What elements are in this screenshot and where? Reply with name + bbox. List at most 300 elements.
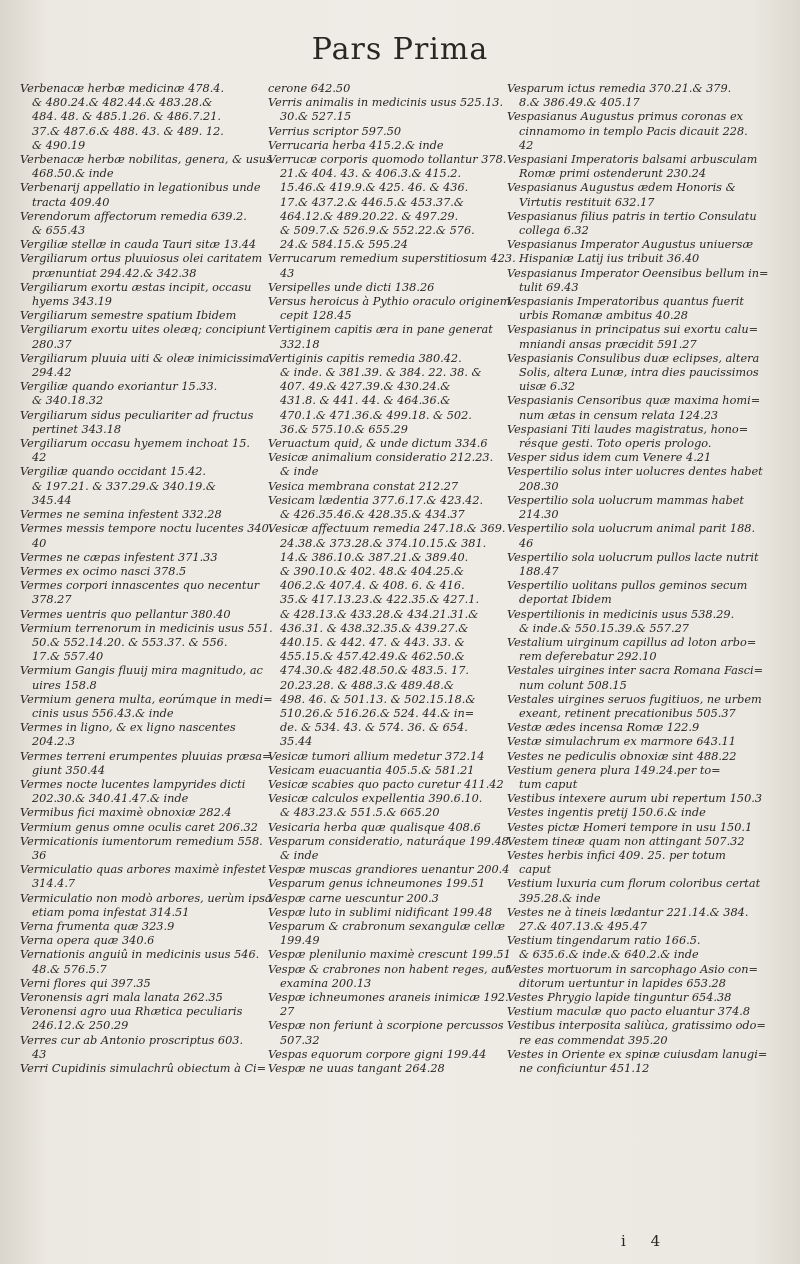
entry-line: Vespæ carne uescuntur 200.3 [268, 891, 439, 905]
entry-line: & 390.10.& 402. 48.& 404.25.& [280, 564, 464, 578]
entry-line: Vergiliarum exortu uites oleæq; concipiunt [20, 323, 266, 337]
entry-line: Vespertilio sola uolucrum animal parit 188. [507, 522, 756, 536]
index-entry [268, 905, 493, 920]
index-entry [268, 323, 493, 351]
index-entry [268, 125, 490, 139]
index-entry [20, 465, 265, 508]
index-entry [20, 579, 265, 607]
entry-line: Vergiliarum sidus peculiariter ad fructus [20, 408, 254, 422]
entry-line: 50.& 552.14.20. & 553.37. & 556. [32, 635, 228, 649]
entry-line: 42 [519, 138, 534, 152]
index-entry [268, 451, 494, 479]
index-entry [507, 451, 765, 465]
entry-line: Vestium luxuria cum florum coloribus certat [507, 877, 761, 891]
index-entry [507, 963, 765, 991]
entry-line: Vestes herbis infici 409. 25. per totum [507, 848, 726, 862]
entry-line: 332.18 [280, 337, 320, 351]
entry-line: Vernationis anguiû in medicinis usus 546. [20, 948, 260, 962]
entry-line: & 655.43 [32, 224, 86, 238]
entry-line: 17.& 557.40 [32, 650, 104, 664]
entry-line: ne conficiuntur 451.12 [519, 1062, 650, 1076]
entry-line: 17.& 437.2.& 446.5.& 453.37.& [280, 195, 464, 209]
entry-line: Verna frumenta quæ 323.9 [20, 919, 175, 933]
entry-line: 21.& 404. 43. & 406.3.& 415.2. [280, 167, 462, 181]
index-entry [20, 323, 265, 351]
entry-line: 407. 49.& 427.39.& 430.24.& [280, 380, 451, 394]
entry-line: Vespæ & crabrones non habent reges, aut [268, 962, 510, 976]
index-entry [268, 792, 490, 820]
entry-line: Romæ primi ostenderunt 230.24 [519, 167, 707, 181]
index-entry [20, 551, 265, 565]
entry-line: Vermicationis iumentorum remedium 558. [20, 834, 263, 848]
entry-line: 510.26.& 516.26.& 524. 44.& in= [280, 706, 475, 720]
entry-line: Vergiliarum semestre spatium Ibidem [20, 309, 237, 323]
index-entry [268, 522, 506, 749]
entry-line: 395.28.& inde [519, 891, 601, 905]
entry-line: 15.46.& 419.9.& 425. 46. & 436. [280, 181, 469, 195]
entry-line: 440.15. & 442. 47. & 443. 33. & [280, 635, 465, 649]
entry-line: 27.& 407.13.& 495.47 [519, 919, 647, 933]
entry-line: Vesicæ animalium consideratio 212.23. [268, 451, 494, 465]
entry-line: Vermes ex ocimo nasci 378.5 [20, 564, 187, 578]
index-entry [507, 266, 769, 295]
entry-line: Vespasianus Augustus ædem Honoris & [507, 181, 736, 195]
entry-line: & 509.7.& 526.9.& 552.22.& 576. [280, 224, 475, 238]
entry-line: Vergiliarum ortus pluuiosus olei caritatem [20, 252, 263, 266]
entry-line: 35.& 417.13.23.& 422.35.& 427.1. [280, 593, 480, 607]
index-entry [20, 891, 272, 920]
entry-line: 498. 46. & 501.13. & 502.15.18.& [280, 692, 476, 706]
entry-line: giunt 350.44 [32, 763, 106, 777]
entry-line: tracta 409.40 [32, 195, 110, 209]
entry-line: 474.30.& 482.48.50.& 483.5. 17. [280, 664, 469, 678]
entry-line: cepit 128.45 [280, 309, 352, 323]
entry-line: 202.30.& 340.41.47.& inde [32, 792, 189, 806]
index-entry [268, 863, 510, 877]
entry-line: 37.& 487.6.& 488. 43. & 489. 12. [32, 124, 224, 138]
index-entry [507, 1019, 765, 1047]
entry-line: Vermium Gangis fluuij mira magnitudo, ac [20, 664, 263, 678]
entry-line: 30.& 527.15 [280, 110, 352, 124]
entry-line: Vermes messis tempore noctu lucentes 340. [20, 522, 273, 536]
entry-line: Vergiliarum occasu hyemem inchoat 15. [20, 437, 251, 451]
entry-line: Vespertilio sola uolucrum pullos lacte nutrit [507, 550, 759, 564]
index-entry [20, 806, 265, 820]
entry-line: Vermes corpori innascentes quo necentur [20, 579, 260, 593]
index-entry [268, 494, 490, 522]
entry-line: Vestes ne pediculis obnoxiæ sint 488.22 [507, 749, 737, 763]
index-entry [507, 494, 765, 522]
index-entry [20, 934, 265, 948]
entry-line: collega 6.32 [519, 224, 589, 238]
entry-line: Vermibus fici maximè obnoxiæ 282.4 [20, 806, 232, 820]
entry-line: Verrucæ corporis quomodo tollantur 378. [268, 153, 507, 167]
entry-line: 507.32 [280, 1033, 320, 1047]
index-entry [507, 877, 765, 905]
index-entry [507, 735, 765, 749]
index-entry [20, 522, 273, 550]
index-entry [20, 409, 265, 437]
entry-line: Vesica membrana constat 212.27 [268, 479, 459, 493]
entry-line: Vespasianus in principatus sui exortu calu= [507, 323, 759, 337]
index-entry [507, 295, 765, 323]
entry-line: prænuntiat 294.42.& 342.38 [32, 266, 197, 280]
index-entry [507, 82, 765, 110]
entry-line: cinis usus 556.43.& inde [32, 706, 174, 720]
index-entry [507, 664, 765, 692]
entry-line: 464.12.& 489.20.22. & 497.29. [280, 209, 459, 223]
entry-line: Verendorum affectorum remedia 639.2. [20, 209, 247, 223]
entry-line: tulit 69.43 [519, 280, 579, 294]
entry-line: 20.23.28. & 488.3.& 489.48.& [280, 678, 454, 692]
entry-line: cerone 642.50 [268, 82, 351, 95]
entry-line: 24.& 584.15.& 595.24 [280, 238, 408, 252]
entry-line: Versus heroicus à Pythio oraculo originem [268, 295, 511, 309]
entry-line: Vestæ simulachrum ex marmore 643.11 [507, 735, 736, 749]
entry-line: 8.& 386.49.& 405.17 [519, 96, 640, 110]
index-entry [507, 792, 765, 806]
entry-line: Vespæ ne uuas tangant 264.28 [268, 1062, 445, 1076]
entry-line: Vestes ingentis pretij 150.6.& inde [507, 806, 706, 820]
entry-line: 455.15.& 457.42.49.& 462.50.& [280, 650, 465, 664]
entry-line: cinnamomo in templo Pacis dicauit 228. [519, 124, 748, 138]
index-entry [20, 508, 265, 522]
entry-line: Vertiginem capitis æra in pane generat [268, 323, 493, 337]
index-entry [507, 693, 765, 721]
entry-line: Vespæ non feriunt à scorpione percussos [268, 1019, 504, 1033]
entry-line: Vesper sidus idem cum Venere 4.21 [507, 451, 712, 465]
index-entry [268, 153, 507, 252]
entry-line: Vesicam euacuantia 405.5.& 581.21 [268, 763, 475, 777]
entry-line: 378.27 [32, 593, 72, 607]
entry-line: Vesicæ calculos expellentia 390.6.10. [268, 792, 483, 806]
entry-line: Vermes ne semina infestent 332.28 [20, 508, 222, 522]
entry-line: 246.12.& 250.29 [32, 1019, 129, 1033]
index-entry [507, 323, 765, 351]
entry-line: Vespertilio solus inter uolucres dentes habet [507, 465, 763, 479]
index-entry [507, 906, 765, 934]
entry-line: & 635.6.& inde.& 640.2.& inde [519, 948, 699, 962]
entry-line: 214.30 [519, 508, 559, 522]
entry-line: Vespæ luto in sublimi nidificant 199.48 [268, 905, 493, 919]
entry-line: 188.47 [519, 564, 559, 578]
index-entry [507, 934, 765, 962]
index-entry [20, 991, 265, 1005]
index-entry [268, 919, 505, 948]
entry-line: Vestibus intexere aurum ubi repertum 150.3 [507, 792, 763, 806]
index-entry [20, 977, 265, 991]
entry-line: Vestes Phrygio lapide tinguntur 654.38 [507, 991, 732, 1004]
index-entry [507, 835, 765, 849]
index-entry [507, 764, 765, 792]
entry-line: Vermes nocte lucentes lampyrides dicti [20, 777, 246, 791]
entry-line: ditorum uertuntur in lapides 653.28 [519, 976, 726, 990]
index-entry [268, 777, 504, 792]
index-entry [20, 252, 265, 280]
entry-line: Vesicæ tumori allium medetur 372.14 [268, 749, 485, 763]
entry-line: & 426.35.46.& 428.35.& 434.37 [280, 508, 465, 522]
entry-line: Veruactum quid, & unde dictum 334.6 [268, 437, 488, 451]
index-entry [507, 522, 765, 550]
entry-line: Vestes mortuorum in sarcophago Asio con= [507, 962, 758, 976]
index-entry [507, 153, 765, 181]
entry-line: Vermiculatio quas arbores maximè infestet [20, 863, 267, 877]
index-entry [507, 991, 765, 1005]
entry-line: Vesparum consideratio, naturáque 199.48. [268, 834, 513, 848]
entry-line: examina 200.13 [280, 976, 372, 990]
entry-line: 280.37 [32, 337, 72, 351]
entry-line: Vespæ plenilunio maximè crescunt 199.51 [268, 948, 511, 962]
entry-line: Vermium genera multa, eorúmque in medi= [20, 692, 273, 706]
entry-line: num colunt 508.15 [519, 678, 627, 692]
entry-line: rem deferebatur 292.10 [519, 650, 657, 664]
index-entry [268, 352, 490, 437]
entry-line: Vesicaria herba quæ qualisque 408.6 [268, 820, 481, 834]
index-entry [20, 692, 273, 721]
entry-line: 204.2.3 [32, 735, 76, 749]
entry-line: 199.49 [280, 934, 320, 948]
entry-line: & 340.18.32 [32, 394, 104, 408]
entry-line: Vestium genera plura 149.24.per to= [507, 763, 721, 777]
entry-line: Vespasianis Censoribus quæ maxima homi= [507, 394, 761, 408]
entry-line: Vesparum & crabronum sexangulæ cellæ [268, 919, 505, 933]
index-entry [507, 394, 765, 422]
entry-line: 36.& 575.10.& 655.29 [280, 422, 408, 436]
entry-line: Vermes terreni erumpentes pluuias præsa= [20, 749, 272, 763]
entry-line: urbis Romanæ ambitus 40.28 [519, 309, 688, 323]
index-column-2 [268, 82, 516, 1076]
entry-line: 468.50.& inde [32, 167, 114, 181]
entry-line: Vestium maculæ quo pacto eluantur 374.8 [507, 1005, 751, 1019]
index-entry [20, 1034, 265, 1062]
entry-line: Vermium terrenorum in medicinis usus 551. [20, 621, 273, 635]
index-entry [20, 1062, 265, 1076]
entry-line: Vespertilionis in medicinis usus 538.29. [507, 607, 735, 621]
index-entry [20, 82, 265, 153]
index-entry [507, 750, 765, 764]
entry-line: Vestalium uirginum capillus ad loton arbo= [507, 635, 757, 649]
entry-line: Veronensi agro uua Rhætica peculiaris [20, 1005, 243, 1019]
entry-line: Vespertilio sola uolucrum mammas habet [507, 493, 744, 507]
entry-line: Verrucaria herba 415.2.& inde [268, 138, 444, 152]
index-entry [268, 281, 490, 295]
entry-line: Vestem tineæ quam non attingant 507.32 [507, 834, 745, 848]
entry-line: Veronensis agri mala lanata 262.35 [20, 991, 223, 1004]
index-entry [268, 139, 490, 153]
index-entry [268, 750, 490, 764]
entry-line: Vermes uentris quo pellantur 380.40 [20, 607, 231, 621]
signature-mark: i 4 [621, 1232, 671, 1250]
entry-line: Vespasianus Imperator Augustus uniuersæ [507, 238, 754, 252]
entry-line: 294.42 [32, 366, 72, 380]
entry-line: 24.38.& 373.28.& 374.10.15.& 381. [280, 536, 487, 550]
entry-line: 40 [32, 536, 47, 550]
entry-line: uires 158.8 [32, 678, 97, 692]
entry-line: Vestes in Oriente ex spinæ cuiusdam lanugi= [507, 1047, 768, 1061]
entry-line: mniandi ansas præcidit 591.27 [519, 337, 697, 351]
entry-line: 43 [280, 266, 295, 280]
entry-line: Vestes pictæ Homeri tempore in usu 150.1 [507, 820, 753, 834]
index-entry [507, 238, 765, 266]
index-entry [268, 991, 509, 1019]
entry-line: Vestes ne à tineis lædantur 221.14.& 384. [507, 905, 749, 919]
index-entry [268, 962, 510, 991]
entry-line: Vergiliarum pluuia uiti & oleæ inimicissima [20, 351, 270, 365]
index-entry [20, 153, 272, 181]
entry-line: Hispaniæ Latij ius tribuit 36.40 [519, 252, 700, 266]
entry-line: Vespas equorum corpore gigni 199.44 [268, 1047, 487, 1061]
index-entry [20, 281, 265, 309]
entry-line: 43 [32, 1047, 47, 1061]
entry-line: Vergiliæ quando exoriantur 15.33. [20, 380, 218, 394]
index-entry [268, 948, 511, 962]
entry-line: 470.1.& 471.36.& 499.18. & 502. [280, 408, 472, 422]
entry-line: 406.2.& 407.4. & 408. 6. & 416. [280, 579, 465, 593]
entry-line: Verri Cupidinis simulachrû obiectum à Ci= [20, 1062, 267, 1076]
index-entry [268, 1019, 504, 1047]
index-entry [507, 721, 765, 735]
entry-line: deportat Ibidem [519, 593, 612, 607]
entry-line: etiam poma infestat 314.51 [32, 905, 190, 919]
index-entry [20, 437, 265, 465]
index-entry [20, 821, 265, 835]
entry-line: Vespasianus Augustus primus coronas ex [507, 110, 744, 124]
page-title: Pars Prima [311, 32, 489, 67]
entry-line: re eas commendat 395.20 [519, 1033, 668, 1047]
index-entry [20, 380, 265, 408]
entry-line: & inde.& 550.15.39.& 557.27 [519, 621, 689, 635]
entry-line: Vesparum genus ichneumones 199.51 [268, 877, 486, 891]
index-entry [268, 480, 490, 494]
index-entry [268, 892, 490, 906]
index-entry [20, 309, 265, 323]
entry-line: Verrius scriptor 597.50 [268, 124, 402, 138]
entry-line: Vespasianis Consulibus duæ eclipses, altera [507, 351, 760, 365]
entry-line: 46 [519, 536, 534, 550]
entry-line: 431.8. & 441. 44. & 464.36.& [280, 394, 451, 408]
index-entry [507, 579, 765, 607]
index-entry [268, 295, 511, 323]
entry-line: uisæ 6.32 [519, 380, 576, 394]
entry-line: Versipelles unde dicti 138.26 [268, 280, 435, 294]
index-entry [507, 821, 765, 835]
index-entry [507, 636, 765, 664]
entry-line: & 490.19 [32, 138, 86, 152]
index-entry [268, 877, 490, 891]
entry-line: Verbenacæ herbæ nobilitas, genera, & usus [20, 153, 272, 167]
entry-line: 48.& 576.5.7 [32, 962, 107, 976]
entry-line: & 197.21. & 337.29.& 340.19.& [32, 479, 216, 493]
index-entry [507, 1005, 765, 1019]
entry-line: Vermes in ligno, & ex ligno nascentes [20, 721, 236, 735]
entry-line: 484. 48. & 485.1.26. & 486.7.21. [32, 110, 221, 124]
index-entry [507, 352, 765, 395]
index-entry [20, 948, 265, 976]
index-entry [507, 210, 765, 238]
entry-line: 42 [32, 451, 47, 465]
entry-line: 314.4.7 [32, 877, 76, 891]
index-entry [20, 608, 265, 622]
entry-line: pertinet 343.18 [32, 422, 122, 436]
index-entry [20, 1005, 265, 1033]
entry-line: Vermes ne cæpas infestent 371.33 [20, 550, 218, 564]
entry-line: Vestales uirgines seruos fugitiuos, ne urbem [507, 692, 762, 706]
entry-line: Vestium tingendarum ratio 166.5. [507, 934, 701, 948]
entry-line: Vesicæ scabies quo pacto curetur 411.42 [268, 777, 504, 791]
entry-line: 14.& 386.10.& 387.21.& 389.40. [280, 550, 469, 564]
entry-line: Vesparum ictus remedia 370.21.& 379. [507, 82, 732, 95]
entry-line: & inde [280, 848, 319, 862]
entry-line: exeant, retinent precationibus 505.37 [519, 706, 736, 720]
index-entry [20, 210, 265, 238]
entry-line: résque gesti. Toto operis prologo. [519, 437, 712, 451]
entry-line: Verna opera quæ 340.6 [20, 934, 155, 948]
index-entry [507, 1047, 768, 1076]
entry-line: hyems 343.19 [32, 295, 112, 309]
index-entry [268, 437, 490, 451]
entry-line: Vespasiani Imperatoris balsami arbusculam [507, 153, 758, 167]
entry-line: Vespertilio uolitans pullos geminos secum [507, 579, 748, 593]
entry-line: Vespæ muscas grandiores uenantur 200.4 [268, 863, 510, 877]
index-entry [507, 608, 765, 636]
index-entry [20, 565, 265, 579]
index-entry [20, 749, 272, 778]
entry-line: Virtutis restituit 632.17 [519, 195, 655, 209]
entry-line: & 483.23.& 551.5.& 665.20 [280, 806, 440, 820]
entry-line: & inde [280, 465, 319, 479]
entry-line: Vesicæ affectuum remedia 247.18.& 369. [268, 522, 506, 536]
entry-line: Vermiculatio non modò arbores, uerùm ipsa [20, 891, 272, 905]
entry-line: Vestæ ædes incensa Romæ 122.9 [507, 721, 700, 735]
index-entry [507, 806, 765, 820]
entry-line: Vespasianus Imperator Oeensibus bellum in= [507, 266, 769, 280]
entry-line: caput [519, 863, 552, 877]
entry-line: & 480.24.& 482.44.& 483.28.& [32, 96, 213, 110]
index-entry [507, 465, 765, 493]
entry-line: Verni flores qui 397.35 [20, 976, 151, 990]
entry-line: 36 [32, 848, 47, 862]
index-entry [20, 621, 273, 665]
entry-line: 208.30 [519, 479, 559, 493]
index-entry [268, 764, 490, 778]
index-entry [20, 920, 265, 934]
entry-line: Verris animalis in medicinis usus 525.13. [268, 96, 504, 110]
entry-line: & inde. & 381.39. & 384. 22. 38. & [280, 366, 482, 380]
entry-line: & 428.13.& 433.28.& 434.21.31.& [280, 607, 479, 621]
entry-line: num ætas in censum relata 124.23 [519, 408, 719, 422]
entry-line: Vermium genus omne oculis caret 206.32 [20, 820, 258, 834]
entry-line: Vespasiani Titi laudes magistratus, hono= [507, 422, 749, 436]
index-entry [268, 821, 490, 835]
index-entry [268, 1062, 490, 1076]
index-entry [268, 834, 513, 863]
entry-line: Verbenacæ herbæ medicinæ 478.4. [20, 82, 225, 95]
index-column-1 [20, 82, 273, 1076]
index-entry [268, 82, 490, 96]
index-entry [20, 835, 265, 863]
entry-line: Vesicam lædentia 377.6.17.& 423.42. [268, 493, 484, 507]
entry-line: Vergiliæ quando occidant 15.42. [20, 465, 207, 479]
entry-line: Verres cur ab Antonio proscriptus 603. [20, 1033, 244, 1047]
entry-line: 35.44 [280, 735, 313, 749]
entry-line: Verrucarum remedium superstitiosum 423. [268, 252, 516, 266]
index-entry [20, 238, 265, 252]
index-entry [20, 181, 265, 209]
entry-line: Vertiginis capitis remedia 380.42. [268, 351, 462, 365]
entry-line: de. & 534. 43. & 574. 36. & 654. [280, 721, 468, 735]
entry-line: Vergiliarum exortu æstas incipit, occasu [20, 280, 252, 294]
entry-line: 345.44 [32, 493, 72, 507]
